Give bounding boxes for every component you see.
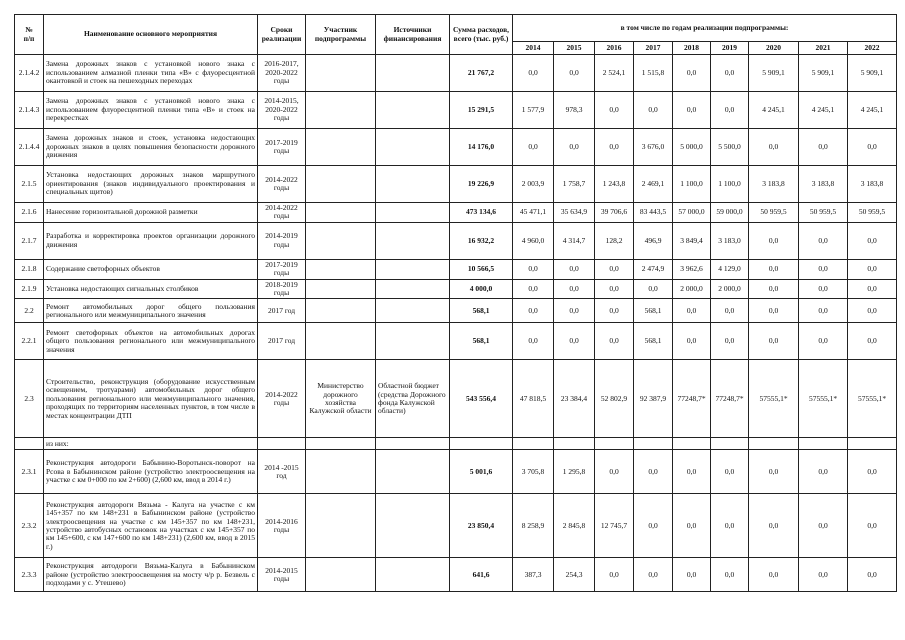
row-number: 2.1.8 <box>15 259 44 279</box>
row-year-value: 1 758,7 <box>554 166 595 203</box>
row-year-value: 0,0 <box>749 279 799 299</box>
row-year-value: 0,0 <box>711 558 749 592</box>
row-sources <box>376 438 450 450</box>
row-year-value: 0,0 <box>711 450 749 494</box>
row-year-value: 0,0 <box>554 129 595 166</box>
row-year-value: 0,0 <box>673 92 711 129</box>
row-year-value: 0,0 <box>799 259 848 279</box>
row-year-value: 0,0 <box>634 279 673 299</box>
row-year-value: 0,0 <box>554 279 595 299</box>
row-year-value: 128,2 <box>595 222 634 259</box>
row-sources: Областной бюджет (средства Дорожного фонда Калужской области) <box>376 360 450 438</box>
row-year-value: 387,3 <box>513 558 554 592</box>
row-period: 2014-2015, 2020-2022 годы <box>258 92 306 129</box>
row-participant <box>306 92 376 129</box>
row-number: 2.3.3 <box>15 558 44 592</box>
row-year-value: 0,0 <box>799 299 848 323</box>
row-year-value <box>595 438 634 450</box>
row-year-value: 0,0 <box>799 494 848 558</box>
row-year-value: 0,0 <box>554 55 595 92</box>
row-participant <box>306 299 376 323</box>
header-year: 2016 <box>595 42 634 55</box>
header-num: № п/п <box>15 15 44 55</box>
row-total: 4 000,0 <box>450 279 513 299</box>
row-number: 2.1.4.4 <box>15 129 44 166</box>
row-name: Реконструкция автодороги Вязьма - Калуга на участке с км 145+357 по км 148+231 в Бабынинском районе (устройство электроосвещения на участке с км 145+357 по км 148+231, устройство автобусных остановок на участках с км 145+357 по км 145+600, с км 147+600 по км 148+231) (2,600 км, ввод в 2015 г.) <box>44 494 258 558</box>
row-total: 5 001,6 <box>450 450 513 494</box>
row-year-value: 0,0 <box>673 558 711 592</box>
row-participant <box>306 323 376 360</box>
row-total: 21 767,2 <box>450 55 513 92</box>
table-row <box>15 360 897 438</box>
row-sources <box>376 558 450 592</box>
row-period: 2014-2022 годы <box>258 166 306 203</box>
row-name: Разработка и корректировка проектов организации дорожного движения <box>44 222 258 259</box>
row-number: 2.1.9 <box>15 279 44 299</box>
row-sources <box>376 299 450 323</box>
row-year-value: 0,0 <box>673 450 711 494</box>
row-year-value: 1 515,8 <box>634 55 673 92</box>
row-year-value: 0,0 <box>595 92 634 129</box>
row-year-value: 0,0 <box>749 222 799 259</box>
row-participant <box>306 259 376 279</box>
row-year-value: 57555,1* <box>848 360 897 438</box>
row-year-value: 57 000,0 <box>673 203 711 223</box>
row-year-value: 45 471,1 <box>513 203 554 223</box>
row-total: 23 850,4 <box>450 494 513 558</box>
row-sources <box>376 222 450 259</box>
row-period: 2014-2016 годы <box>258 494 306 558</box>
row-year-value: 4 245,1 <box>749 92 799 129</box>
row-sources <box>376 279 450 299</box>
header-year: 2015 <box>554 42 595 55</box>
row-year-value: 254,3 <box>554 558 595 592</box>
row-period: 2014 -2015 год <box>258 450 306 494</box>
row-number: 2.1.6 <box>15 203 44 223</box>
row-year-value: 4 245,1 <box>848 92 897 129</box>
row-period: 2017-2019 годы <box>258 129 306 166</box>
row-year-value: 0,0 <box>848 494 897 558</box>
row-period: 2016-2017, 2020-2022 годы <box>258 55 306 92</box>
row-year-value: 83 443,5 <box>634 203 673 223</box>
row-year-value: 5 909,1 <box>848 55 897 92</box>
row-total: 568,1 <box>450 323 513 360</box>
row-year-value: 0,0 <box>749 299 799 323</box>
header-year: 2022 <box>848 42 897 55</box>
row-total <box>450 438 513 450</box>
row-participant: Министерство дорожного хозяйства Калужской области <box>306 360 376 438</box>
row-number: 2.3 <box>15 360 44 438</box>
row-year-value: 0,0 <box>595 259 634 279</box>
header-year: 2020 <box>749 42 799 55</box>
row-year-value: 0,0 <box>848 299 897 323</box>
row-name: Строительство, реконструкция (оборудование искусственным освещением, тротуарами) автомобильных дорог общего пользования регионального или межмуниципального значения, проходящих по территориям населенных пунктов, в том числе в местах концентрации ДТП <box>44 360 258 438</box>
row-year-value: 5 000,0 <box>673 129 711 166</box>
row-period: 2014-2015 годы <box>258 558 306 592</box>
table-body <box>15 55 897 592</box>
row-total: 641,6 <box>450 558 513 592</box>
table-row <box>15 438 897 450</box>
row-name: Установка недостающих сигнальных столбиков <box>44 279 258 299</box>
row-number: 2.1.4.3 <box>15 92 44 129</box>
table-row <box>15 55 897 92</box>
table-row <box>15 166 897 203</box>
row-year-value: 3 183,0 <box>711 222 749 259</box>
row-year-value: 0,0 <box>595 279 634 299</box>
row-year-value: 59 000,0 <box>711 203 749 223</box>
row-name: Реконструкция автодороги Вязьма-Калуга в Бабынинском районе (устройство электроосвещения на мосту ч/р р. Безвель с подходами у с. Утешево) <box>44 558 258 592</box>
row-year-value: 77248,7* <box>673 360 711 438</box>
row-year-value: 57555,1* <box>799 360 848 438</box>
row-year-value: 0,0 <box>634 558 673 592</box>
row-year-value: 0,0 <box>848 222 897 259</box>
row-year-value: 1 577,9 <box>513 92 554 129</box>
row-year-value: 0,0 <box>749 558 799 592</box>
row-year-value: 4 245,1 <box>799 92 848 129</box>
row-year-value <box>749 438 799 450</box>
row-number: 2.1.4.2 <box>15 55 44 92</box>
row-year-value: 57555,1* <box>749 360 799 438</box>
row-year-value: 0,0 <box>513 279 554 299</box>
row-year-value: 5 500,0 <box>711 129 749 166</box>
row-period: 2014-2022 годы <box>258 360 306 438</box>
row-number <box>15 438 44 450</box>
row-participant <box>306 438 376 450</box>
header-by-years: в том числе по годам реализации подпрограммы: <box>513 15 897 42</box>
row-year-value: 0,0 <box>673 323 711 360</box>
row-year-value: 0,0 <box>711 299 749 323</box>
row-year-value: 2 000,0 <box>711 279 749 299</box>
row-year-value: 0,0 <box>799 558 848 592</box>
row-period: 2017 год <box>258 299 306 323</box>
row-participant <box>306 222 376 259</box>
row-year-value: 0,0 <box>673 55 711 92</box>
row-sources <box>376 323 450 360</box>
row-year-value: 1 100,0 <box>673 166 711 203</box>
document-sheet <box>14 14 896 592</box>
row-year-value: 2 474,9 <box>634 259 673 279</box>
row-year-value <box>673 438 711 450</box>
row-number: 2.1.5 <box>15 166 44 203</box>
row-year-value: 1 243,8 <box>595 166 634 203</box>
row-year-value: 0,0 <box>848 558 897 592</box>
row-participant <box>306 494 376 558</box>
row-year-value: 8 258,9 <box>513 494 554 558</box>
row-total: 568,1 <box>450 299 513 323</box>
row-year-value: 23 384,4 <box>554 360 595 438</box>
row-year-value: 35 634,9 <box>554 203 595 223</box>
row-year-value: 0,0 <box>749 129 799 166</box>
row-year-value: 39 706,6 <box>595 203 634 223</box>
row-year-value: 3 183,8 <box>749 166 799 203</box>
row-name: Нанесение горизонтальной дорожной разметки <box>44 203 258 223</box>
table-row <box>15 222 897 259</box>
row-name: Реконструкция автодороги Бабынино-Воротынск-поворот на Рсова в Бабынинском районе (устройство электроосвещения на участке с км 0+000 по км 2+600) (2,600 км, ввод в 2014 г.) <box>44 450 258 494</box>
row-period: 2017 год <box>258 323 306 360</box>
row-year-value: 50 959,5 <box>749 203 799 223</box>
row-year-value: 3 676,0 <box>634 129 673 166</box>
row-year-value: 3 705,8 <box>513 450 554 494</box>
row-year-value: 1 100,0 <box>711 166 749 203</box>
row-sources <box>376 55 450 92</box>
row-participant <box>306 129 376 166</box>
row-number: 2.2 <box>15 299 44 323</box>
table-row <box>15 494 897 558</box>
row-name: из них: <box>44 438 258 450</box>
row-year-value: 0,0 <box>673 299 711 323</box>
row-year-value: 0,0 <box>799 450 848 494</box>
table-row <box>15 92 897 129</box>
row-year-value: 2 000,0 <box>673 279 711 299</box>
row-name: Содержание светофорных объектов <box>44 259 258 279</box>
row-sources <box>376 259 450 279</box>
row-year-value: 0,0 <box>595 323 634 360</box>
row-year-value: 0,0 <box>711 55 749 92</box>
row-year-value: 0,0 <box>711 494 749 558</box>
row-year-value: 5 909,1 <box>799 55 848 92</box>
row-year-value: 0,0 <box>513 55 554 92</box>
row-sources <box>376 494 450 558</box>
table-row <box>15 450 897 494</box>
row-name: Ремонт автомобильных дорог общего пользования регионального или межмуниципального значения <box>44 299 258 323</box>
row-participant <box>306 55 376 92</box>
row-sources <box>376 450 450 494</box>
table-row <box>15 279 897 299</box>
row-year-value: 0,0 <box>711 92 749 129</box>
row-year-value: 0,0 <box>749 450 799 494</box>
row-total: 16 932,2 <box>450 222 513 259</box>
row-year-value: 3 183,8 <box>799 166 848 203</box>
table-row <box>15 299 897 323</box>
row-year-value: 0,0 <box>799 222 848 259</box>
row-year-value: 0,0 <box>711 323 749 360</box>
program-table <box>14 14 897 592</box>
row-year-value: 0,0 <box>634 450 673 494</box>
row-year-value: 0,0 <box>595 299 634 323</box>
row-year-value: 1 295,8 <box>554 450 595 494</box>
row-year-value: 0,0 <box>749 323 799 360</box>
row-year-value: 12 745,7 <box>595 494 634 558</box>
header-year: 2021 <box>799 42 848 55</box>
table-row <box>15 259 897 279</box>
row-year-value: 0,0 <box>513 129 554 166</box>
row-year-value <box>634 438 673 450</box>
row-total: 15 291,5 <box>450 92 513 129</box>
row-year-value: 0,0 <box>595 450 634 494</box>
row-year-value: 0,0 <box>554 299 595 323</box>
row-name: Установка недостающих дорожных знаков маршрутного ориентирования (знаков индивидуального проектирования и специальных щитов) <box>44 166 258 203</box>
row-number: 2.1.7 <box>15 222 44 259</box>
row-sources <box>376 129 450 166</box>
row-participant <box>306 279 376 299</box>
row-total: 14 176,0 <box>450 129 513 166</box>
row-period: 2018-2019 годы <box>258 279 306 299</box>
row-period: 2014-2019 годы <box>258 222 306 259</box>
row-name: Ремонт светофорных объектов на автомобильных дорогах общего пользования регионального или межмуниципального значения <box>44 323 258 360</box>
row-period: 2014-2022 годы <box>258 203 306 223</box>
row-year-value: 0,0 <box>799 129 848 166</box>
header-year: 2017 <box>634 42 673 55</box>
row-participant <box>306 450 376 494</box>
row-year-value: 0,0 <box>799 279 848 299</box>
row-sources <box>376 166 450 203</box>
row-year-value: 3 183,8 <box>848 166 897 203</box>
row-name: Замена дорожных знаков с установкой нового знака с использованием флуоресцентной пленки типа «В» и стоек на перекрестках <box>44 92 258 129</box>
table-row <box>15 129 897 166</box>
row-year-value: 50 959,5 <box>848 203 897 223</box>
row-participant <box>306 166 376 203</box>
row-number: 2.2.1 <box>15 323 44 360</box>
row-year-value: 0,0 <box>749 259 799 279</box>
row-total: 473 134,6 <box>450 203 513 223</box>
header-year: 2018 <box>673 42 711 55</box>
header-period: Сроки реализации <box>258 15 306 55</box>
row-year-value: 2 845,8 <box>554 494 595 558</box>
row-year-value: 0,0 <box>799 323 848 360</box>
row-year-value: 496,9 <box>634 222 673 259</box>
row-year-value: 0,0 <box>554 259 595 279</box>
row-year-value: 4 314,7 <box>554 222 595 259</box>
row-number: 2.3.1 <box>15 450 44 494</box>
row-year-value: 0,0 <box>848 279 897 299</box>
row-year-value <box>711 438 749 450</box>
row-number: 2.3.2 <box>15 494 44 558</box>
table-row <box>15 323 897 360</box>
header-participant: Участник подпрограммы <box>306 15 376 55</box>
row-year-value: 978,3 <box>554 92 595 129</box>
row-year-value: 0,0 <box>848 450 897 494</box>
row-year-value: 0,0 <box>749 494 799 558</box>
row-year-value: 92 387,9 <box>634 360 673 438</box>
row-year-value: 77248,7* <box>711 360 749 438</box>
row-year-value: 0,0 <box>513 299 554 323</box>
row-sources <box>376 92 450 129</box>
row-year-value: 4 129,0 <box>711 259 749 279</box>
row-year-value: 2 524,1 <box>595 55 634 92</box>
table-row <box>15 558 897 592</box>
row-year-value: 3 849,4 <box>673 222 711 259</box>
row-year-value: 0,0 <box>513 323 554 360</box>
row-name: Замена дорожных знаков с установкой нового знака с использованием алмазной пленки типа «В» с флуоресцентной окантовкой и стоек на пешеходных переходах <box>44 55 258 92</box>
row-sources <box>376 203 450 223</box>
row-year-value: 0,0 <box>673 494 711 558</box>
row-year-value: 2 469,1 <box>634 166 673 203</box>
header-total: Сумма расходов, всего (тыс. руб.) <box>450 15 513 55</box>
row-year-value: 0,0 <box>513 259 554 279</box>
row-year-value: 0,0 <box>848 259 897 279</box>
row-period: 2017-2019 годы <box>258 259 306 279</box>
row-year-value: 0,0 <box>848 129 897 166</box>
row-year-value: 0,0 <box>554 323 595 360</box>
row-year-value: 568,1 <box>634 323 673 360</box>
header-sources: Источники финансирования <box>376 15 450 55</box>
table-row <box>15 203 897 223</box>
row-period <box>258 438 306 450</box>
header-name: Наименование основного мероприятия <box>44 15 258 55</box>
row-total: 543 556,4 <box>450 360 513 438</box>
row-participant <box>306 558 376 592</box>
header-year: 2014 <box>513 42 554 55</box>
row-year-value: 3 962,6 <box>673 259 711 279</box>
row-year-value: 2 003,9 <box>513 166 554 203</box>
header-year: 2019 <box>711 42 749 55</box>
row-year-value: 568,1 <box>634 299 673 323</box>
row-year-value <box>554 438 595 450</box>
row-year-value: 0,0 <box>634 494 673 558</box>
row-year-value: 4 960,0 <box>513 222 554 259</box>
row-year-value: 0,0 <box>634 92 673 129</box>
row-total: 10 566,5 <box>450 259 513 279</box>
row-year-value: 0,0 <box>595 558 634 592</box>
row-year-value: 52 802,9 <box>595 360 634 438</box>
row-year-value: 0,0 <box>848 323 897 360</box>
row-participant <box>306 203 376 223</box>
row-year-value: 47 818,5 <box>513 360 554 438</box>
row-year-value <box>513 438 554 450</box>
row-year-value <box>799 438 848 450</box>
row-year-value: 5 909,1 <box>749 55 799 92</box>
row-year-value: 0,0 <box>595 129 634 166</box>
row-year-value: 50 959,5 <box>799 203 848 223</box>
row-total: 19 226,9 <box>450 166 513 203</box>
row-year-value <box>848 438 897 450</box>
row-name: Замена дорожных знаков и стоек, установка недостающих дорожных знаков в целях повышения безопасности дорожного движения <box>44 129 258 166</box>
